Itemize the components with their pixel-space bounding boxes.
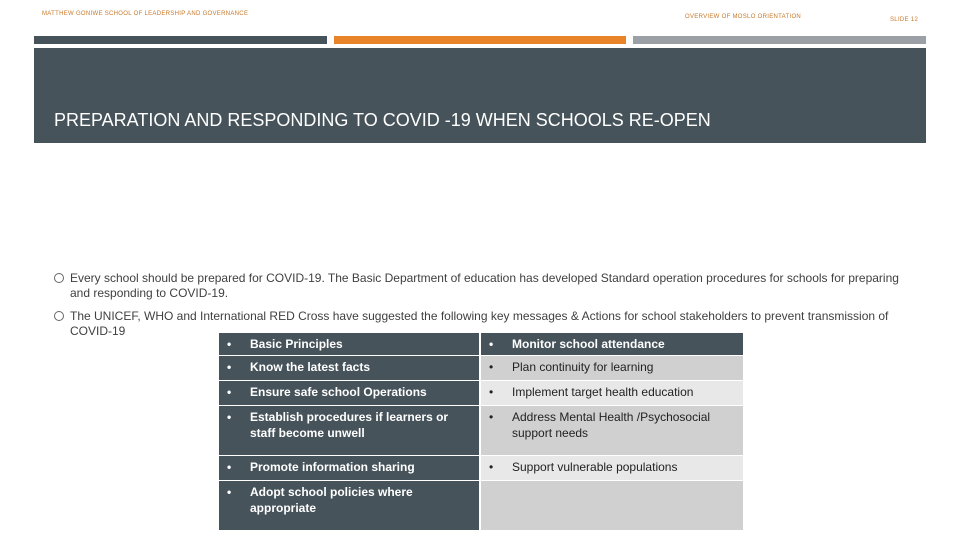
section-name: OVERVIEW OF MOSLO ORIENTATION xyxy=(685,14,802,20)
table-row xyxy=(219,381,743,405)
bullet-icon: • xyxy=(489,460,494,474)
bullet-icon: • xyxy=(489,385,494,399)
bullet-item xyxy=(54,271,914,301)
cell-text: Basic Principles xyxy=(250,337,343,351)
key-messages-table xyxy=(219,333,743,531)
cell-text: Promote information sharing xyxy=(250,460,415,474)
cell-text: Plan continuity for learning xyxy=(512,360,654,374)
table-row xyxy=(219,456,743,480)
table-cell-right xyxy=(481,456,743,480)
cell-text: Adopt school policies where appropriate xyxy=(250,485,413,515)
cell-text: Establish procedures if learners or staff become unwell xyxy=(250,410,449,440)
table-cell-right xyxy=(481,356,743,380)
title-banner xyxy=(34,48,926,143)
slide-number: SLIDE 12 xyxy=(890,17,919,23)
accent-bar-orange xyxy=(334,36,626,44)
bullet-icon: • xyxy=(489,360,494,374)
table-cell-left xyxy=(219,333,479,355)
cell-text: Ensure safe school Operations xyxy=(250,385,427,399)
circle-bullet-icon xyxy=(54,273,64,283)
bullet-icon: • xyxy=(227,337,232,351)
table-cell-left xyxy=(219,381,479,405)
bullet-icon: • xyxy=(227,460,232,474)
bullet-icon: • xyxy=(227,410,232,424)
bullet-icon: • xyxy=(489,410,494,424)
circle-bullet-icon xyxy=(54,311,64,321)
table-cell-left xyxy=(219,456,479,480)
bullet-icon: • xyxy=(227,385,232,399)
bullet-text: The UNICEF, WHO and International RED Cross have suggested the following key messages & Actions for school stakeholders to prevent transmission of COVID-19 xyxy=(70,309,889,338)
cell-text: Know the latest facts xyxy=(250,360,371,374)
accent-bar-dark xyxy=(34,36,327,44)
table-row xyxy=(219,406,743,455)
accent-bar-gray xyxy=(633,36,926,44)
slide-title: PREPARATION AND RESPONDING TO COVID -19 WHEN SCHOOLS RE-OPEN xyxy=(54,110,711,130)
cell-text: Address Mental Health /Psychosocial support needs xyxy=(512,410,711,440)
table-cell-left xyxy=(219,406,479,455)
cell-text: Monitor school attendance xyxy=(512,337,665,351)
table-row xyxy=(219,356,743,380)
table-cell-left xyxy=(219,481,479,530)
table-cell-right xyxy=(481,333,743,355)
bullet-text: Every school should be prepared for COVID-19. The Basic Department of education has developed Standard operation procedures for schools for preparing and responding to COVID-19. xyxy=(70,271,899,300)
table-cell-right xyxy=(481,381,743,405)
table-cell-left xyxy=(219,356,479,380)
table-cell-right xyxy=(481,406,743,455)
bullet-icon: • xyxy=(227,485,232,499)
org-name: MATTHEW GONIWE SCHOOL OF LEADERSHIP AND GOVERNANCE xyxy=(42,11,249,17)
table-cell-right xyxy=(481,481,743,530)
cell-text: Support vulnerable populations xyxy=(512,460,678,474)
cell-text: Implement target health education xyxy=(512,385,694,399)
table-row xyxy=(219,481,743,530)
bullet-icon: • xyxy=(227,360,232,374)
table-row xyxy=(219,333,743,355)
bullet-icon: • xyxy=(489,337,494,351)
